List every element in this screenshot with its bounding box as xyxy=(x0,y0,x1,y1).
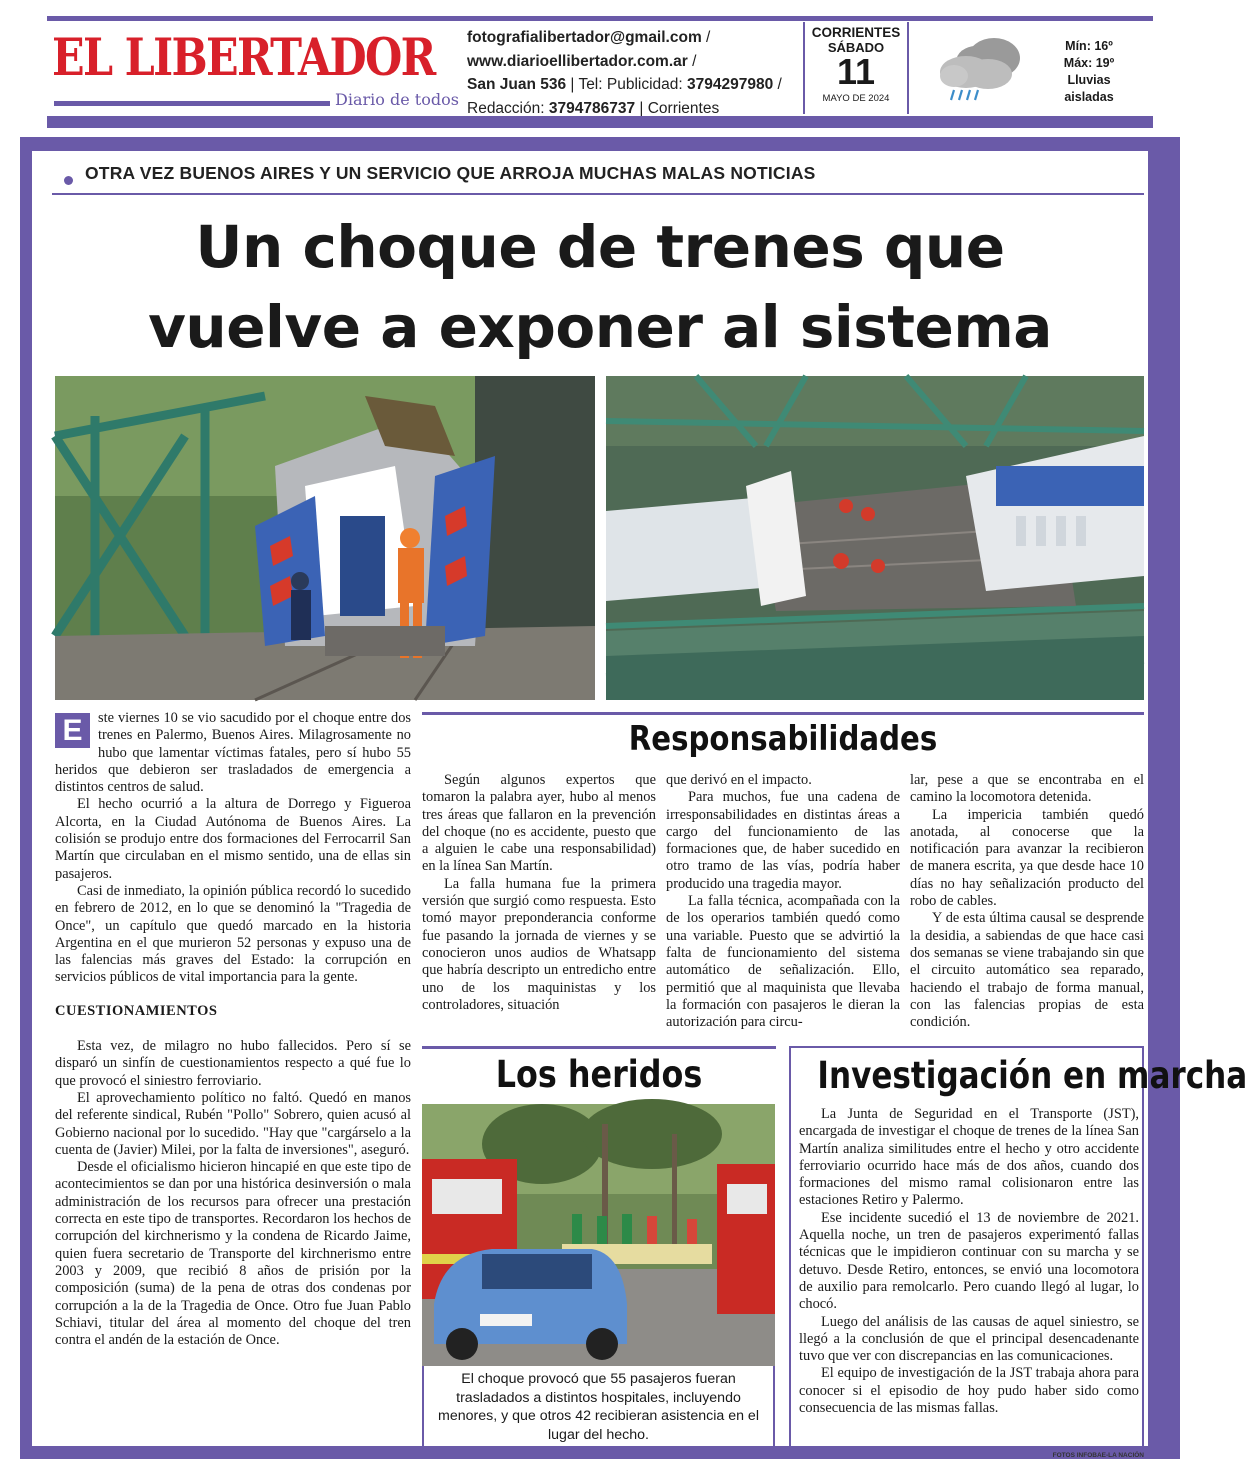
photo-rescue-scene[interactable] xyxy=(422,1104,775,1366)
newspaper-logo[interactable] xyxy=(52,27,459,112)
masthead-bottom-band xyxy=(47,116,1153,128)
date-box xyxy=(803,22,909,114)
responsabilidades-title: Responsabilidades xyxy=(628,719,938,759)
responsabilidades-column-2 xyxy=(666,772,900,1031)
section-subhead: CUESTIONAMIENTOS xyxy=(55,1002,218,1019)
heridos-title: Los heridos xyxy=(495,1053,703,1096)
tel-publicidad: 3794297980 xyxy=(687,76,774,93)
rain-cloud-icon xyxy=(936,32,1028,107)
tel-redaccion: 3794786737 xyxy=(548,99,636,117)
weather-forecast-line1: Lluvias xyxy=(1067,73,1111,87)
photo-caption-box xyxy=(422,1366,775,1448)
article-paragraph: La falla humana fue la primera versión que surgió como respuesta. Esto tomó mayor preponderancia conforme fue pasando la jornada de viernes y se conocieron unos audios de Whatsapp que habría descripto un entredicho entre uno de los maquinistas y los controladores, situación xyxy=(422,875,656,1013)
photo-crash-wreckage[interactable] xyxy=(55,376,595,700)
article-paragraph: Para muchos, fue una cadena de irresponsabilidades en distintas áreas a cargo del funcionamiento de las formaciones que, de haber sucedido en otro tramo de las vías, podría haber producido una tragedia mayor. xyxy=(666,789,900,892)
article-paragraph-continued: que derivó en el impacto. xyxy=(666,772,812,788)
article-paragraph: La impericia también quedó anotada, al conocerse que la notificación para avanzar la recibieron de manera escrita, ya que desde hace 10 días no hay señalización producto del robo de cables. xyxy=(910,806,1144,910)
investigacion-text xyxy=(799,1106,1139,1417)
photo-credit: FOTOS INFOBAE-LA NACIÓN xyxy=(1052,1452,1144,1459)
article-paragraph: El equipo de investigación de la JST trabaja ahora para conocer si el episodio de hoy pudo haber sido como consecuencia de las mismas fallas. xyxy=(799,1365,1139,1417)
article-kicker: OTRA VEZ BUENOS AIRES Y UN SERVICIO QUE ARROJA MUCHAS MALAS NOTICIAS xyxy=(85,163,816,183)
kicker-bullet-icon xyxy=(64,176,73,185)
article-paragraph: Casi de inmediato, la opinión pública recordó lo sucedido en febrero de 2012, en lo que se denominó la "Tragedia de Once", un capítulo que quedó marcado en la historia Argentina en el que murieron 52 personas y expuso una de las falencias más graves del Estado: la corrupción en servicios públicos de vital importancia para la gente. xyxy=(55,882,411,986)
masthead xyxy=(0,0,1200,130)
article-paragraph-continued: lar, pese a que se encontraba en el camino la locomotora detenida. xyxy=(910,772,1144,806)
logo-tagline: Diario de todos xyxy=(335,90,459,109)
contact-city: Corrientes xyxy=(647,99,720,117)
date-month-year: MAYO DE 2024 xyxy=(822,93,890,104)
article-paragraph: Ese incidente sucedió el 13 de noviembre de 2021. Aquella noche, un tren de pasajeros experimentó fallas técnicas que le impidieron continuar con su marcha y se detuvo. Desde Retiro, entonces, se envió una locomotora de auxilio para remolcarlo. Pero cuando llegó al lugar, lo chocó. xyxy=(799,1209,1139,1313)
article-paragraph: Esta vez, de milagro no hubo fallecidos. Pero sí se disparó un sinfín de cuestionamientos respecto a qué fue lo que provocó el siniestro ferroviario. xyxy=(55,1038,411,1089)
article-paragraph: Según algunos expertos que tomaron la palabra ayer, hubo al menos tres áreas que fallaron en la prevención del choque (no es accidente, puesto que a alguien le cabe una responsabilidad) en la línea San Martín. xyxy=(422,772,656,875)
article-paragraph: Desde el oficialismo hicieron hincapié en que este tipo de acontecimientos se dan por una histórica desinversión o mala administración de los recursos para ofrecer una prestación correcta en este tipo de transportes. Recordaron los hechos de corrupción del kirchnerismo y la condena de Ricardo Jaime, quien fuera secretario de Transporte del kirchnerismo entre 2003 y 2009, que recibió 8 años de prisión por la composición (suma) de la pena de otras dos condenas por corrupción a la de la Tragedia de Once. Otro fue Juan Pablo Schiavi, titular del área al momento del choque del tren contra el andén de la estación de Once. xyxy=(55,1159,411,1349)
weather-max: Máx: 19º xyxy=(1063,56,1115,70)
date-day-number: 11 xyxy=(836,51,876,92)
photo-aerial-bridge[interactable] xyxy=(606,376,1144,700)
contact-email[interactable]: fotografialibertador@gmail.com xyxy=(467,29,702,46)
article-column-1 xyxy=(55,710,411,1349)
responsabilidades-column-1 xyxy=(422,772,656,1014)
contact-website[interactable]: www.diarioellibertador.com.ar xyxy=(467,52,688,70)
headline-line-1: Un choque de trenes que xyxy=(195,213,1005,281)
photo-caption: El choque provocó que 55 pasajeros fueran trasladados a distintos hospitales, incluyendo menores, y que otros 42 recibieran asistencia en el lugar del hecho. xyxy=(438,1371,759,1443)
dropcap: E xyxy=(55,713,90,748)
responsabilidades-column-3 xyxy=(910,772,1144,1031)
masthead-top-band xyxy=(47,16,1153,21)
date-city: CORRIENTES xyxy=(811,25,901,40)
headline-line-2: vuelve a exponer al sistema xyxy=(148,293,1052,361)
article-paragraph: ste viernes 10 se vio sacudido por el choque entre dos trenes en Palermo, Buenos Aires. Milagrosamente no hubo que lamentar víctimas fatales, pero sí hubo 55 heridos que debieron ser trasladados de emergencia a distintos centros de salud. xyxy=(55,710,411,796)
weather-forecast xyxy=(1046,38,1132,106)
kicker-rule xyxy=(52,193,1144,195)
article-paragraph: Luego del análisis de las causas de aquel siniestro, se llegó a la conclusión de que el principal desencadenante tuvo que ver con discrepancias en las comunicaciones. xyxy=(799,1313,1139,1365)
article-headline xyxy=(52,207,1148,367)
contact-address: San Juan 536 xyxy=(467,76,567,93)
weather-forecast-line2: aisladas xyxy=(1064,90,1114,104)
tel-label: Tel: Publicidad: xyxy=(578,76,683,93)
contact-info: fotografialibertador@gmail.com / www.diarioellibertador.com.ar / San Juan 536 | Tel: Publicidad: 3794297980 / Redacción: 3794786737 | Corrientes xyxy=(467,29,782,117)
redaccion-label: Redacción: xyxy=(467,99,545,117)
logo-underline xyxy=(54,101,330,106)
logo-text: EL LIBERTADOR xyxy=(52,28,435,88)
date-weekday: SÁBADO xyxy=(827,40,885,55)
investigacion-title: Investigación en marcha xyxy=(817,1054,1247,1097)
article-paragraph: La falla técnica, acompañada con la de los operarios también quedó como una variable. Puesto que se advirtió la falta de funcionamiento del sistema automático de señalización. Ello, permitió que al maquinista que llevaba la formación con pasajeros le dieran la autorización para circu- xyxy=(666,893,900,1031)
article-paragraph: Y de esta última causal se desprende la desidia, a sabiendas de que hace casi dos semanas se viene trabajando sin que el circuito automático sea reparado, haciendo el trabajo de forma manual, con las falencias propias de esta condición. xyxy=(910,910,1144,1031)
article-paragraph: La Junta de Seguridad en el Transporte (JST), encargada de investigar el choque de trenes de la línea San Martín analiza similitudes entre el hecho y otro accidente ferroviario ocurrido hace más de dos años, cuando dos formaciones del mismo ramal colisionaron entre las estaciones Retiro y Palermo. xyxy=(799,1106,1139,1209)
article-paragraph: El aprovechamiento político no faltó. Quedó en manos del referente sindical, Rubén "Pollo" Sobrero, quien acusó al Gobierno nacional por lo sucedido. "Hay que "cargárselo a la cuenta de (Javier) Milei, por la falta de inversiones", aseguró. xyxy=(55,1089,411,1158)
article-paragraph: El hecho ocurrió a la altura de Dorrego y Figueroa Alcorta, en la Ciudad Autónoma de Buenos Aires. La colisión se produjo entre dos formaciones del Ferrocarril San Martín que circulaban en el mismo sentido, una de ellas sin pasajeros. xyxy=(55,796,411,882)
weather-min: Mín: 16º xyxy=(1065,39,1113,53)
